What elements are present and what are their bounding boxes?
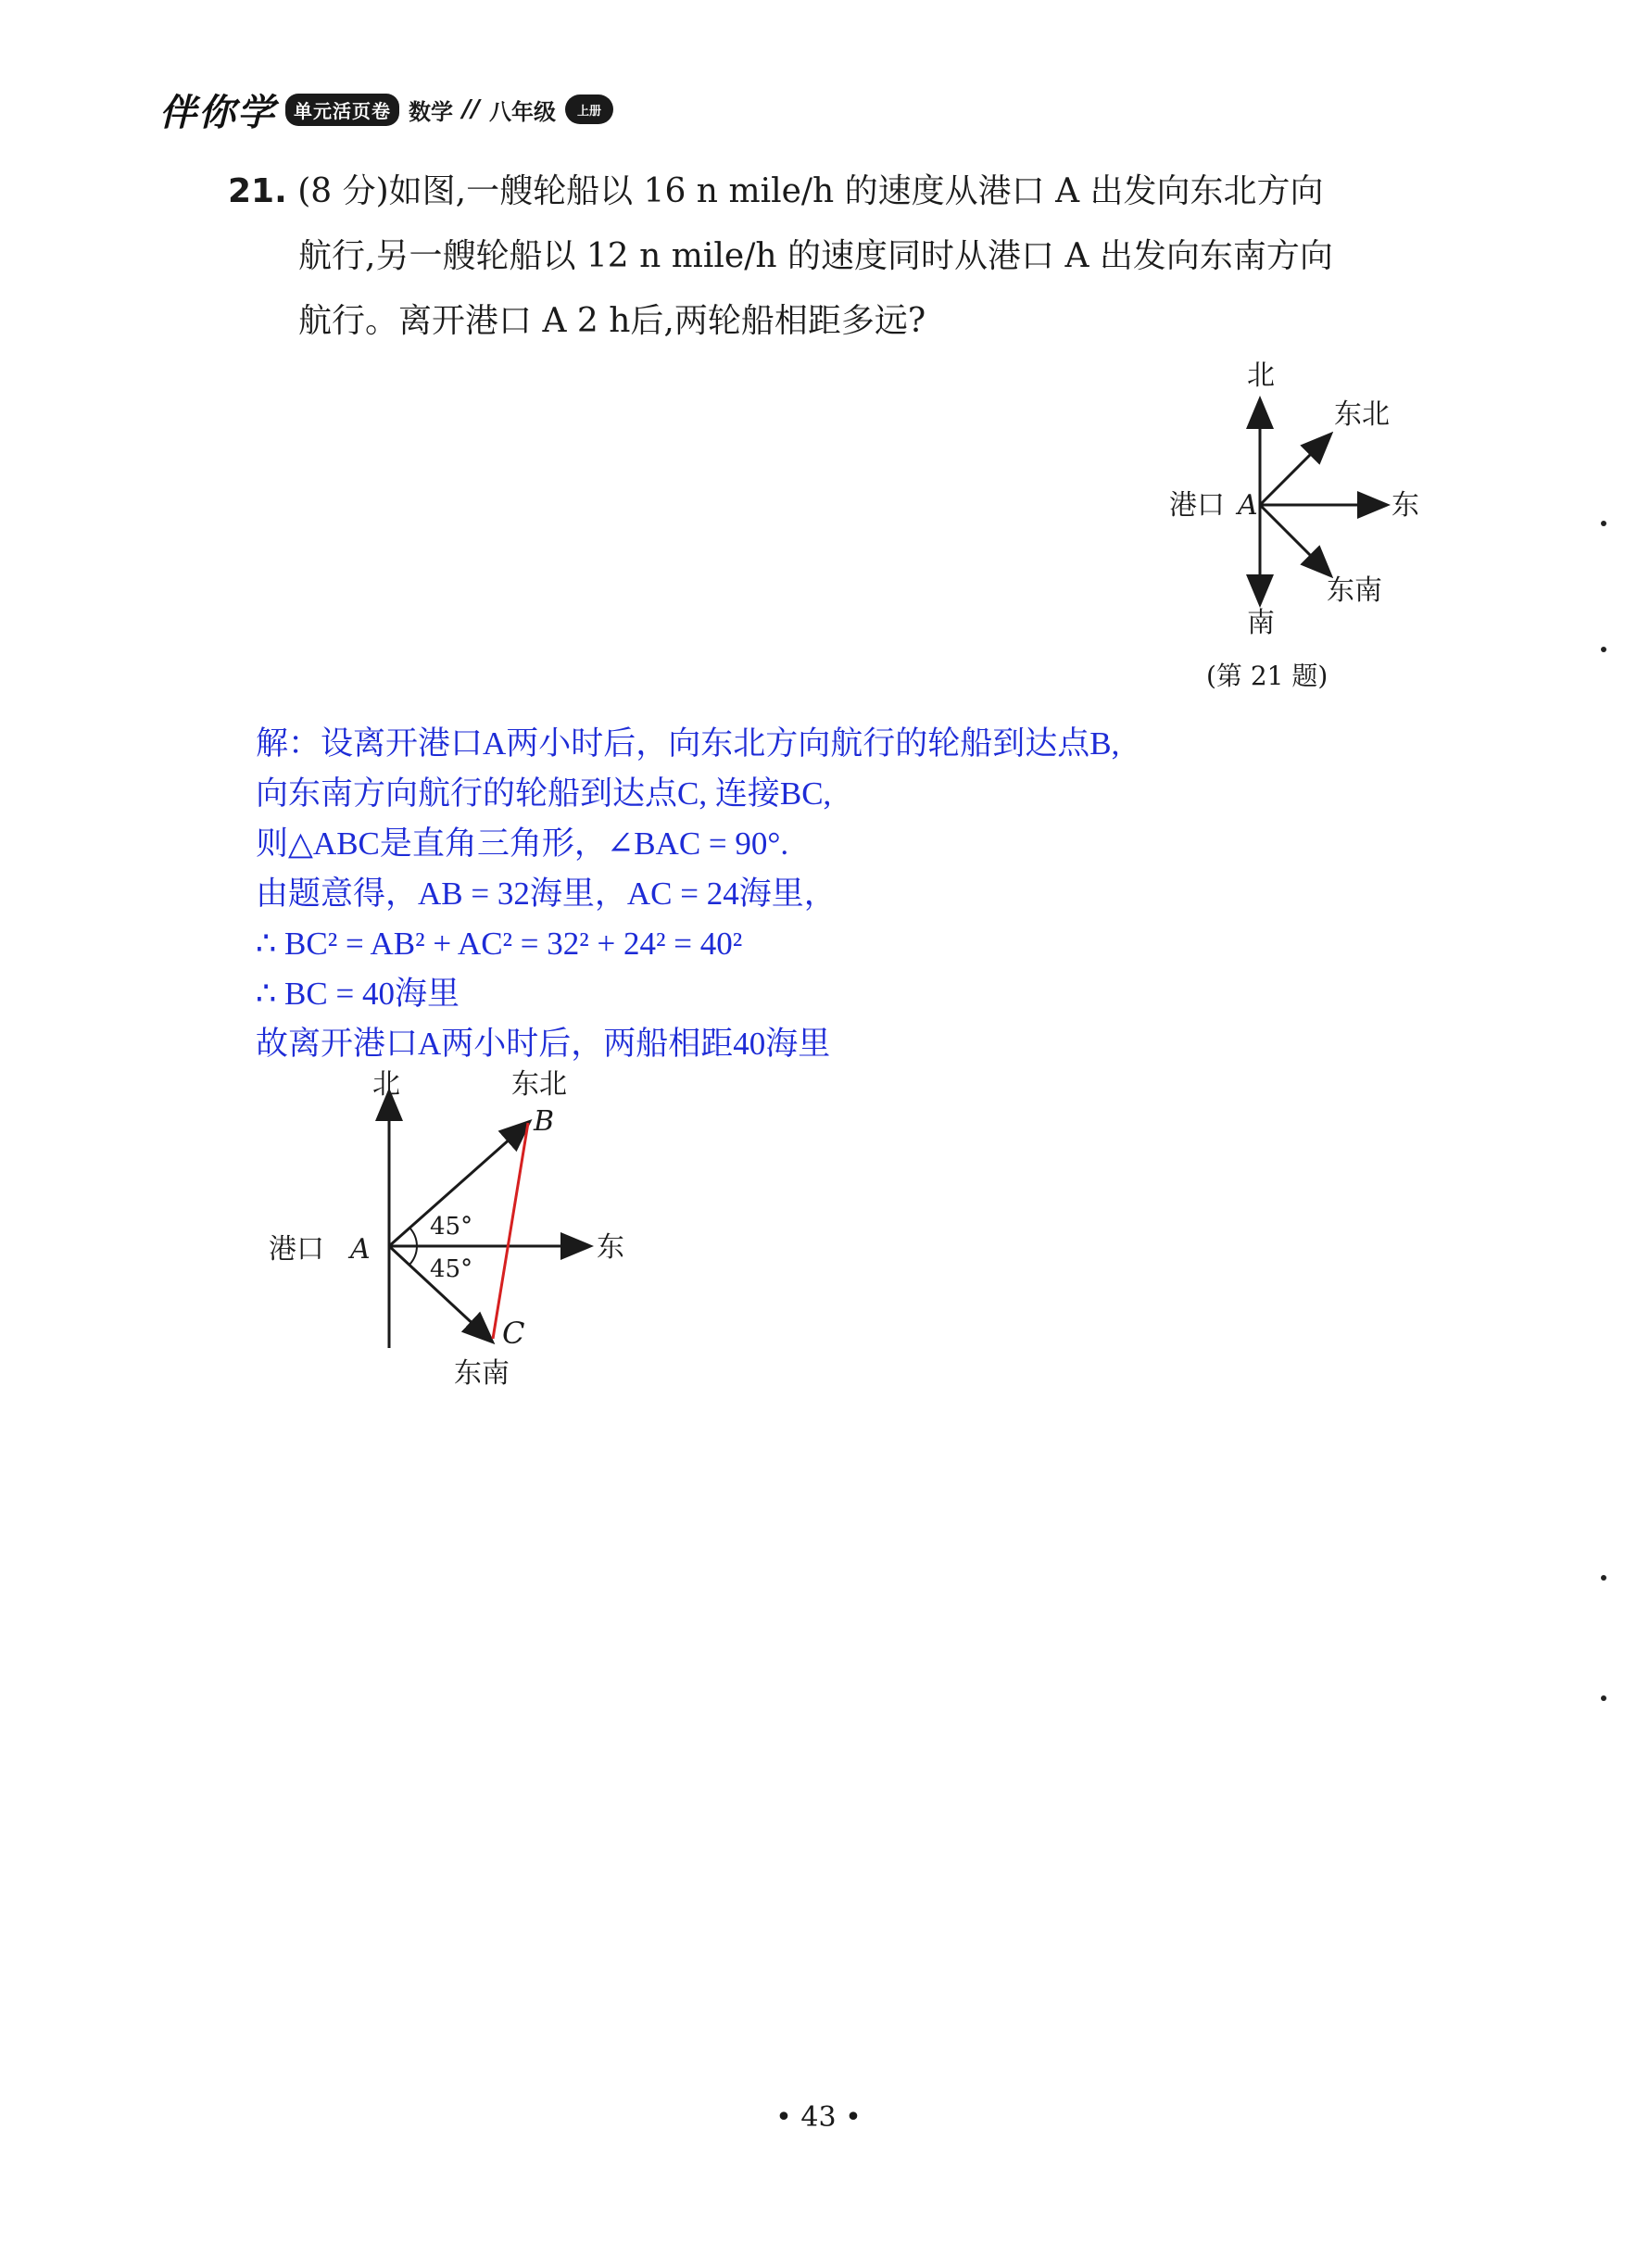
brand-title: 伴你学: [159, 91, 276, 134]
point-a-label: A: [1238, 489, 1258, 522]
southeast-label: 东南: [454, 1357, 510, 1390]
page-number: • 43 •: [775, 2101, 862, 2134]
north-label: 北: [372, 1068, 400, 1101]
question-line-1: [228, 159, 1432, 224]
subject-label: 数学: [409, 98, 453, 125]
port-label: 港口: [1169, 489, 1225, 522]
solution-figure: [259, 1065, 649, 1399]
east-label: 东: [1391, 489, 1419, 522]
southeast-arrow: [1260, 505, 1329, 574]
angle-arc-lower: [409, 1246, 417, 1265]
angle-label-lower: 45°: [430, 1255, 473, 1283]
solution-line: 故离开港口A两小时后，两船相距40海里: [256, 1026, 831, 1062]
angle-label-upper: 45°: [430, 1213, 473, 1241]
angle-arc-upper: [409, 1228, 417, 1246]
solution-line: 解：设离开港口A两小时后，向东北方向航行的轮船到达点B,: [256, 725, 1120, 762]
header-separator: //: [462, 95, 480, 123]
compass-figure: [1149, 357, 1454, 644]
margin-dot: [1601, 521, 1606, 526]
question-line-2: 航行,另一艘轮船以 12 n mile/h 的速度同时从港口 A 出发向东南方向: [298, 237, 1333, 275]
point-c-label: C: [502, 1316, 525, 1351]
point-b-label: B: [534, 1105, 555, 1138]
series-badge: 单元活页卷: [285, 94, 399, 126]
question-21: [228, 159, 1432, 354]
figure-caption: (第 21 题): [1206, 661, 1328, 691]
header: [159, 82, 613, 137]
solution-block: [256, 719, 1460, 1069]
volume-badge: 上册: [565, 94, 613, 124]
solution-line: ∴ BC = 40海里: [256, 976, 460, 1012]
segment-bc: [493, 1123, 528, 1339]
southeast-label: 东南: [1327, 574, 1382, 607]
port-label: 港口: [269, 1233, 324, 1266]
question-number: 21.: [228, 172, 287, 210]
margin-dot: [1601, 1575, 1606, 1581]
northeast-label: 东北: [511, 1068, 567, 1101]
solution-line: 向东南方向航行的轮船到达点C, 连接BC,: [256, 775, 832, 812]
northeast-label: 东北: [1334, 398, 1390, 431]
solution-line: 由题意得，AB = 32海里，AC = 24海里，: [256, 876, 837, 912]
margin-dot: [1601, 647, 1606, 652]
point-a-label: A: [350, 1233, 371, 1266]
north-label: 北: [1247, 359, 1275, 392]
northeast-arrow: [1260, 435, 1329, 505]
solution-line: 则△ABC是直角三角形，∠BAC = 90°.: [256, 825, 789, 862]
question-line-3: 航行。离开港口 A 2 h后,两轮船相距多远?: [298, 302, 926, 340]
grade-label: 八年级: [489, 98, 556, 125]
question-text-1: (8 分)如图,一艘轮船以 16 n mile/h 的速度从港口 A 出发向东北方向: [297, 172, 1324, 210]
solution-line: ∴ BC² = AB² + AC² = 32² + 24² = 40²: [256, 926, 743, 962]
south-label: 南: [1247, 607, 1275, 639]
east-label: 东: [597, 1231, 624, 1264]
margin-dot: [1601, 1695, 1606, 1701]
